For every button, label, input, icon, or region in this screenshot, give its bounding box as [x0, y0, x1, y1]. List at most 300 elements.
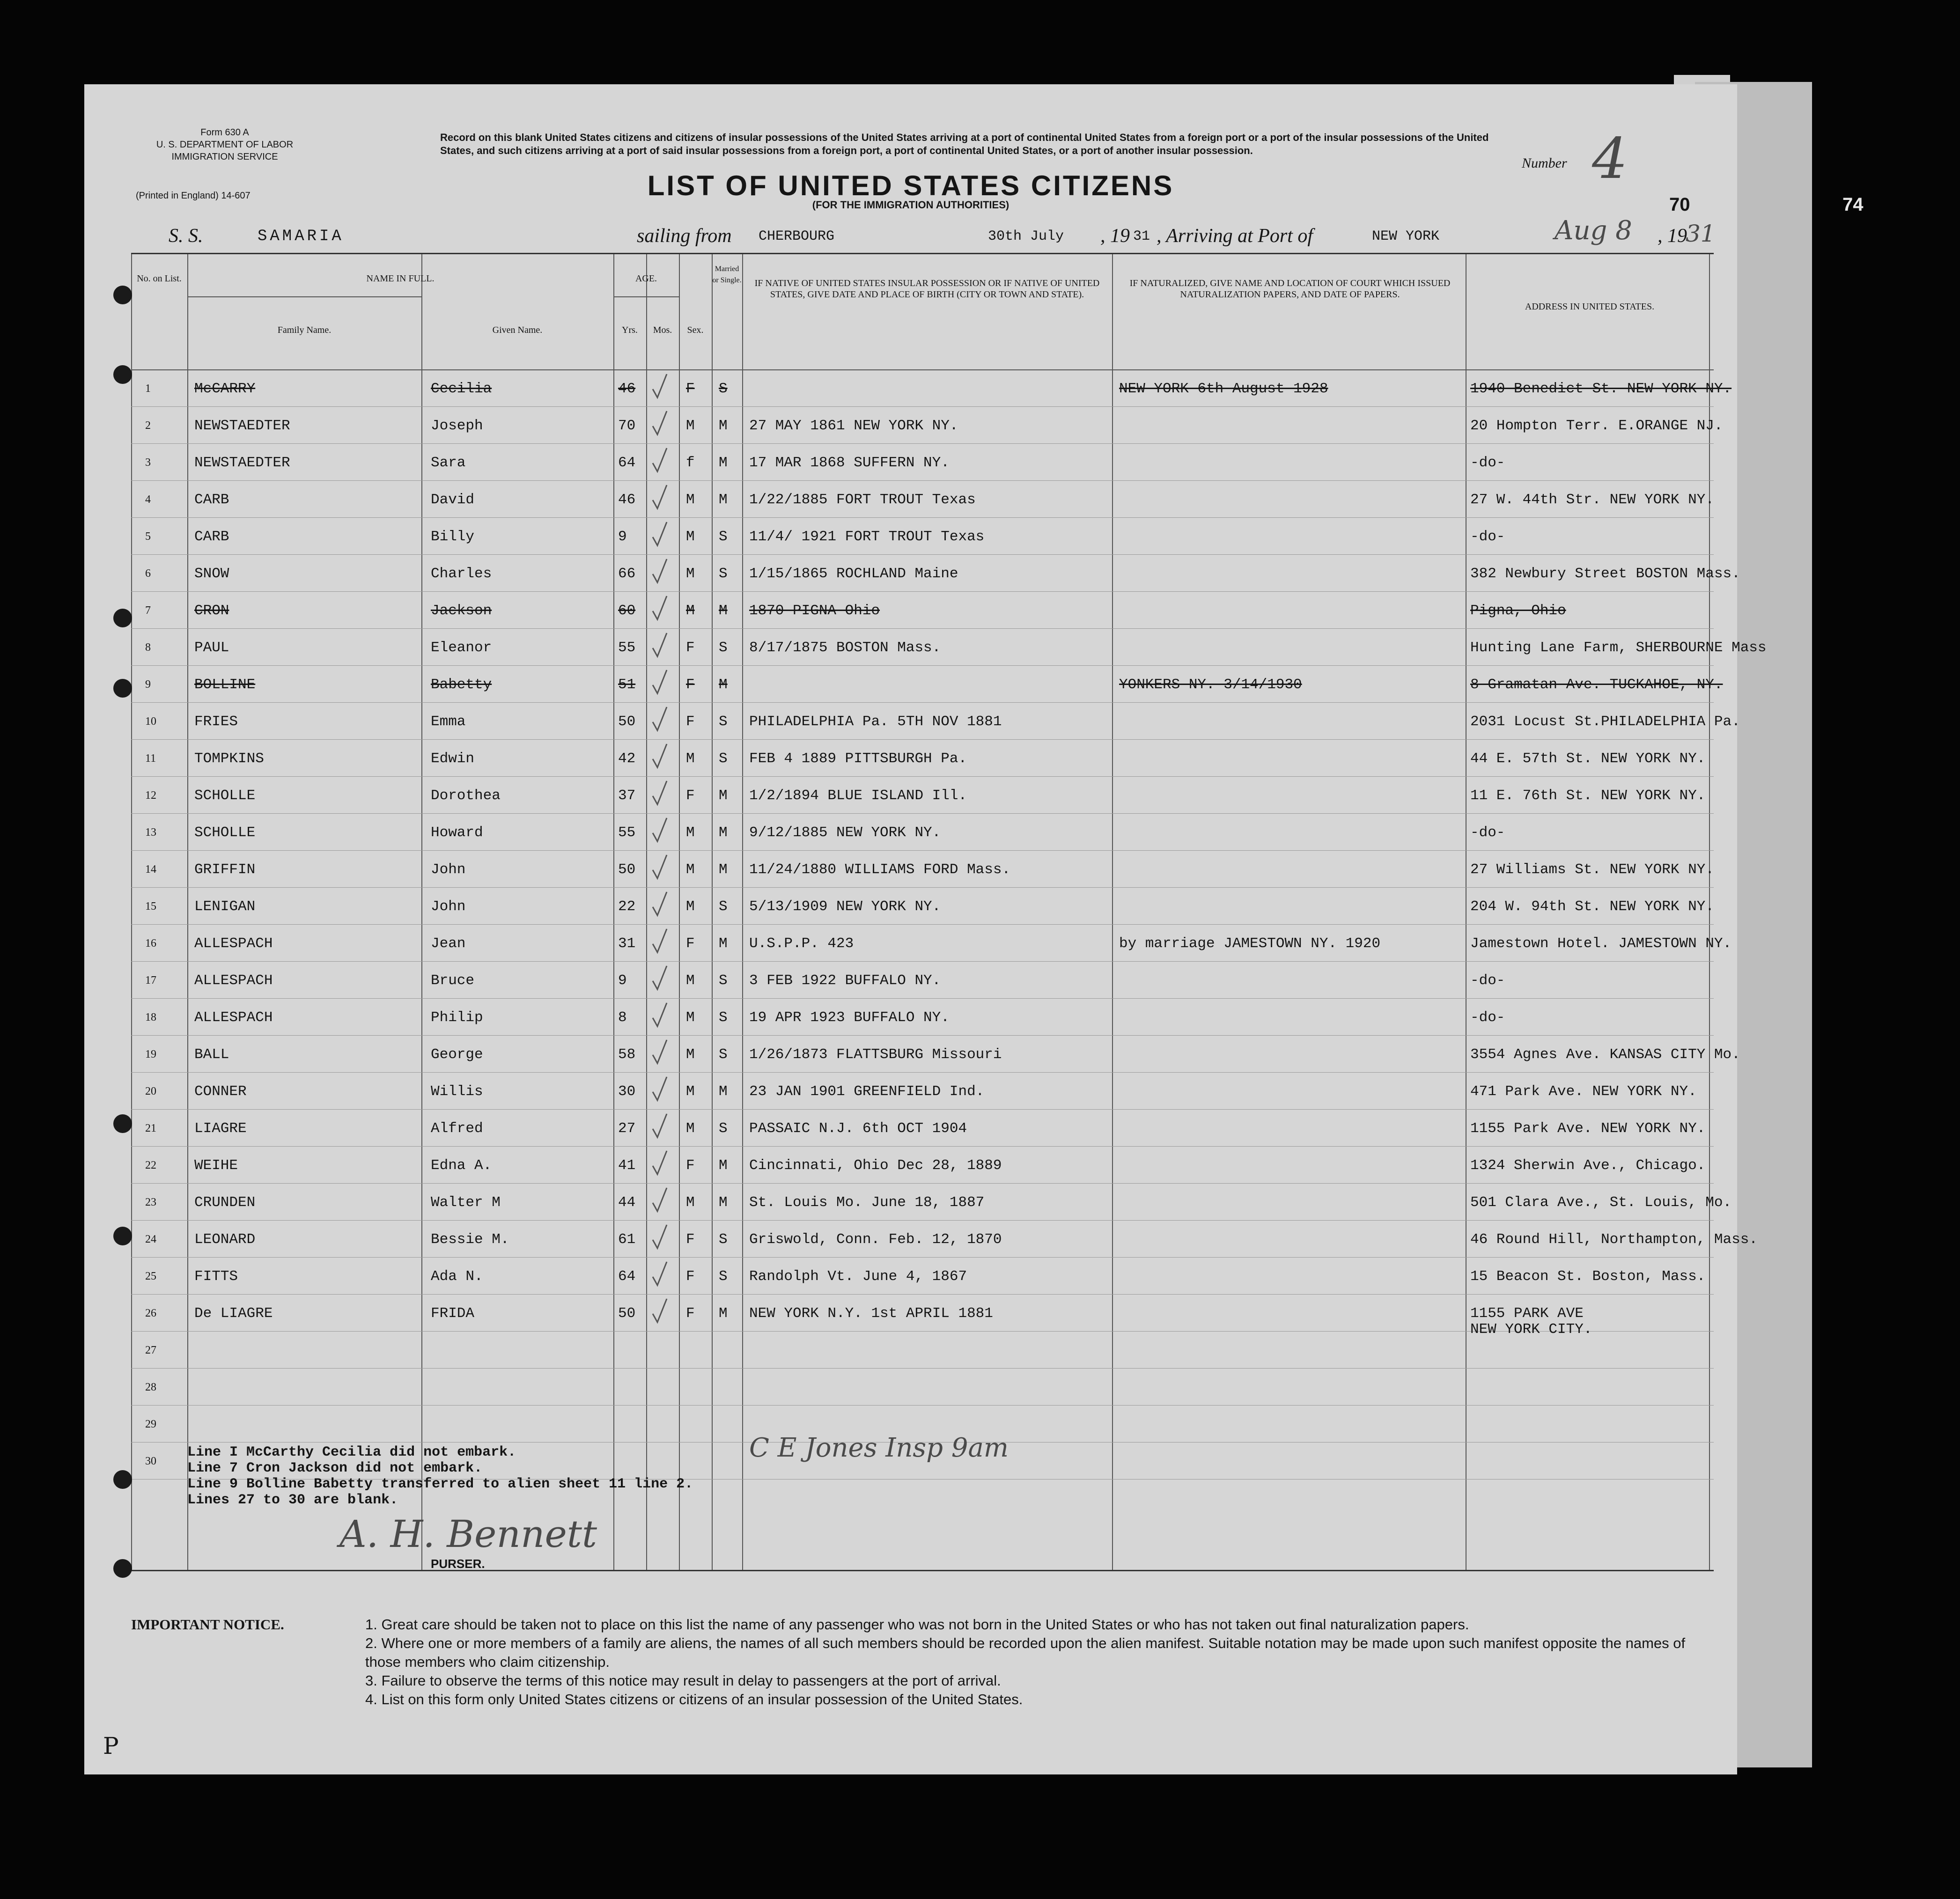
- cell-sex: M: [686, 1083, 695, 1100]
- cell-sex: M: [686, 1120, 695, 1137]
- cell-sex: F: [686, 1157, 695, 1174]
- table-row: [131, 1146, 1714, 1184]
- cell-birth: Randolph Vt. June 4, 1867: [749, 1268, 967, 1285]
- table-row: [131, 406, 1723, 444]
- header-yrs: Yrs.: [622, 325, 638, 335]
- cell-sex: M: [686, 1046, 695, 1063]
- cell-addr: 27 W. 44th Str. NEW YORK NY.: [1470, 492, 1714, 508]
- cell-no: 9: [145, 678, 151, 691]
- notice-item: 2. Where one or more members of a family are aliens, the names of all such members should be recorded upon the alien manifest. Suitable notation may be made upon such manifest opposite the names of those members who claim citizenship.: [365, 1635, 1686, 1670]
- cell-no: 3: [145, 456, 151, 469]
- table-row: [131, 924, 1732, 962]
- binder-hole: [113, 1559, 132, 1578]
- note-line: Line 7 Cron Jackson did not embark.: [187, 1460, 483, 1476]
- cell-addr: -do-: [1470, 972, 1505, 989]
- arrival-year-prefix: , 19: [1658, 225, 1687, 247]
- inspection-checkmark: [651, 372, 668, 400]
- cell-family: NEWSTAEDTER: [194, 455, 290, 471]
- cell-sex: M: [686, 1009, 695, 1026]
- cell-family: WEIHE: [194, 1157, 238, 1174]
- cell-family: BOLLINE: [194, 677, 256, 693]
- inspection-checkmark: [651, 816, 668, 844]
- cell-ms: M: [719, 418, 728, 434]
- cell-birth: 3 FEB 1922 BUFFALO NY.: [749, 972, 941, 989]
- ship-name: SAMARIA: [258, 228, 344, 245]
- printed-note: (Printed in England) 14-607: [136, 191, 251, 201]
- cell-ms: S: [719, 898, 728, 915]
- cell-ms: S: [719, 1009, 728, 1026]
- cell-family: PAUL: [194, 640, 229, 656]
- binder-hole: [113, 365, 132, 384]
- cell-addr: 11 E. 76th St. NEW YORK NY.: [1470, 788, 1706, 804]
- cell-no: 29: [145, 1418, 156, 1430]
- cell-birth: 19 APR 1923 BUFFALO NY.: [749, 1009, 950, 1026]
- number-label: Number: [1522, 155, 1567, 171]
- cell-addr: -do-: [1470, 824, 1505, 841]
- cell-given: Cecilia: [431, 381, 492, 397]
- header-naturalized: IF NATURALIZED, GIVE NAME AND LOCATION OF COURT WHICH ISSUED NATURALIZATION PAPERS, AND DATE OF PAPERS.: [1129, 278, 1451, 300]
- cell-yrs: 58: [618, 1046, 636, 1063]
- binder-hole: [113, 1470, 132, 1489]
- ss-label: S. S.: [169, 225, 203, 247]
- header-birth: IF NATIVE OF UNITED STATES INSULAR POSSESSION OR IF NATIVE OF UNITED STATES, GIVE DATE AND PLACE OF BIRTH (CITY OR TOWN AND STATE).: [754, 278, 1100, 300]
- cell-yrs: 50: [618, 1305, 636, 1322]
- cell-sex: F: [686, 1268, 695, 1285]
- cell-no: 27: [145, 1344, 156, 1356]
- cell-yrs: 9: [618, 972, 627, 989]
- cell-sex: F: [686, 640, 695, 656]
- inspection-checkmark: [651, 1297, 668, 1325]
- cell-yrs: 30: [618, 1083, 636, 1100]
- table-row: [131, 961, 1714, 999]
- header-married: Married or Single.: [712, 265, 742, 284]
- cell-no: 13: [145, 826, 156, 839]
- cell-birth: Griswold, Conn. Feb. 12, 1870: [749, 1231, 1002, 1248]
- cell-ms: M: [719, 824, 728, 841]
- cell-sex: M: [686, 566, 695, 582]
- table-row: [131, 850, 1714, 888]
- cell-addr: 1155 PARK AVE: [1470, 1305, 1584, 1322]
- cell-birth: Cincinnati, Ohio Dec 28, 1889: [749, 1157, 1002, 1174]
- cell-birth: NEW YORK N.Y. 1st APRIL 1881: [749, 1305, 993, 1322]
- table-row: [131, 1035, 1740, 1073]
- cell-sex: F: [686, 714, 695, 730]
- cell-family: CARB: [194, 529, 229, 545]
- table-row: [131, 1368, 1714, 1406]
- cell-sex: M: [686, 1194, 695, 1211]
- cell-family: GRIFFIN: [194, 861, 256, 878]
- notice-item: 3. Failure to observe the terms of this notice may result in delay to passengers at the port of arrival.: [365, 1672, 1001, 1689]
- service-name: IMMIGRATION SERVICE: [171, 152, 278, 162]
- inspection-checkmark: [651, 594, 668, 622]
- margin-mark: P: [103, 1732, 119, 1759]
- cell-birth: 8/17/1875 BOSTON Mass.: [749, 640, 941, 656]
- cell-birth: U.S.P.P. 423: [749, 935, 854, 952]
- cell-family: FITTS: [194, 1268, 238, 1285]
- cell-given: Billy: [431, 529, 475, 545]
- cell-sex: f: [686, 455, 695, 471]
- cell-ms: M: [719, 788, 728, 804]
- arriving-label: , Arriving at Port of: [1157, 225, 1313, 247]
- header-sex: Sex.: [687, 325, 704, 335]
- notice-label: IMPORTANT NOTICE.: [131, 1616, 284, 1633]
- inspection-checkmark: [651, 483, 668, 511]
- cell-family: SCHOLLE: [194, 788, 256, 804]
- cell-addr: 20 Hompton Terr. E.ORANGE NJ.: [1470, 418, 1723, 434]
- inspection-checkmark: [651, 1186, 668, 1214]
- inspection-checkmark: [651, 1075, 668, 1103]
- port-to: NEW YORK: [1372, 228, 1440, 244]
- cell-sex: M: [686, 603, 695, 619]
- cell-sex: M: [686, 898, 695, 915]
- table-row: [131, 628, 1767, 666]
- table-row: [131, 591, 1714, 629]
- header-name: NAME IN FULL.: [366, 273, 435, 284]
- cell-no: 26: [145, 1307, 156, 1319]
- cell-family: TOMPKINS: [194, 751, 264, 767]
- binder-hole: [113, 679, 132, 698]
- inspection-checkmark: [651, 890, 668, 918]
- cell-family: BALL: [194, 1046, 229, 1063]
- cell-no: 7: [145, 604, 151, 617]
- page-number-right: 74: [1842, 194, 1864, 215]
- cell-addr: Hunting Lane Farm, SHERBOURNE Mass: [1470, 640, 1767, 656]
- table-row: [131, 1183, 1732, 1221]
- cell-sex: M: [686, 972, 695, 989]
- cell-sex: M: [686, 861, 695, 878]
- cell-addr-extra: NEW YORK CITY.: [1470, 1321, 1592, 1338]
- cell-no: 11: [145, 752, 156, 765]
- cell-given: Babetty: [431, 677, 492, 693]
- inspection-checkmark: [651, 1001, 668, 1029]
- cell-yrs: 42: [618, 751, 636, 767]
- header-address: ADDRESS IN UNITED STATES.: [1525, 302, 1655, 312]
- cell-no: 18: [145, 1011, 156, 1023]
- cell-birth: 1870 PIGNA Ohio: [749, 603, 880, 619]
- cell-ms: S: [719, 1120, 728, 1137]
- cell-no: 1: [145, 383, 151, 395]
- cell-given: Philip: [431, 1009, 483, 1026]
- cell-no: 22: [145, 1159, 156, 1171]
- cell-yrs: 55: [618, 640, 636, 656]
- inspection-checkmark: [651, 779, 668, 807]
- inspection-checkmark: [651, 1260, 668, 1288]
- cell-addr: 1155 Park Ave. NEW YORK NY.: [1470, 1120, 1706, 1137]
- cell-given: Howard: [431, 824, 483, 841]
- cell-addr: 44 E. 57th St. NEW YORK NY.: [1470, 751, 1706, 767]
- cell-yrs: 37: [618, 788, 636, 804]
- table-row: [131, 813, 1714, 851]
- cell-sex: M: [686, 418, 695, 434]
- cell-yrs: 50: [618, 861, 636, 878]
- cell-family: SNOW: [194, 566, 229, 582]
- cell-given: Bruce: [431, 972, 475, 989]
- table-row: [131, 998, 1714, 1036]
- cell-birth: 23 JAN 1901 GREENFIELD Ind.: [749, 1083, 985, 1100]
- cell-ms: M: [719, 492, 728, 508]
- cell-addr: -do-: [1470, 455, 1505, 471]
- table-row: [131, 443, 1714, 481]
- table-row: [131, 1109, 1714, 1147]
- table-row: [131, 739, 1714, 777]
- cell-given: Dorothea: [431, 788, 501, 804]
- header-given: Given Name.: [492, 325, 543, 335]
- cell-yrs: 27: [618, 1120, 636, 1137]
- cell-given: Bessie M.: [431, 1231, 509, 1248]
- cell-family: SCHOLLE: [194, 824, 256, 841]
- cell-given: Alfred: [431, 1120, 483, 1137]
- cell-nat: NEW YORK 6th August 1928: [1119, 381, 1328, 397]
- cell-birth: 11/4/ 1921 FORT TROUT Texas: [749, 529, 985, 545]
- cell-nat: by marriage JAMESTOWN NY. 1920: [1119, 935, 1381, 952]
- cell-sex: F: [686, 788, 695, 804]
- inspector-handwritten-note: C E Jones Insp 9am: [749, 1433, 1009, 1463]
- cell-no: 23: [145, 1196, 156, 1208]
- table-row: [131, 480, 1714, 518]
- cell-family: ALLESPACH: [194, 935, 273, 952]
- cell-birth: PHILADELPHIA Pa. 5TH NOV 1881: [749, 714, 1002, 730]
- inspection-checkmark: [651, 557, 668, 585]
- cell-ms: S: [719, 640, 728, 656]
- cell-given: Jean: [431, 935, 466, 952]
- inspection-checkmark: [651, 520, 668, 548]
- cell-ms: M: [719, 1194, 728, 1211]
- notice-item: 4. List on this form only United States citizens or citizens of an insular possession of the United States.: [365, 1691, 1023, 1708]
- table-row: [131, 517, 1714, 555]
- voyage-line: [169, 215, 1716, 253]
- header-mos: Mos.: [653, 325, 672, 335]
- record-instructions: Record on this blank United States citizens and citizens of insular possessions of the United States arriving at a port of continental United States from a foreign port or a port of the insular possessions of the United States, and such citizens arriving at a port of said insular possessions from a foreign port, a port of continental United States, or a port of another insular possession.: [440, 132, 1489, 156]
- cell-birth: 17 MAR 1868 SUFFERN NY.: [749, 455, 950, 471]
- binder-hole: [113, 286, 132, 304]
- cell-birth: FEB 4 1889 PITTSBURGH Pa.: [749, 751, 967, 767]
- cell-yrs: 66: [618, 566, 636, 582]
- binder-hole: [113, 1227, 132, 1245]
- cell-no: 21: [145, 1122, 156, 1134]
- cell-addr: Jamestown Hotel. JAMESTOWN NY.: [1470, 935, 1732, 952]
- notice-items: [365, 1615, 1714, 1709]
- cell-given: Walter M: [431, 1194, 501, 1211]
- cell-given: Edwin: [431, 751, 475, 767]
- cell-ms: S: [719, 972, 728, 989]
- cell-family: CONNER: [194, 1083, 247, 1100]
- cell-given: Charles: [431, 566, 492, 582]
- cell-given: Eleanor: [431, 640, 492, 656]
- page-title: LIST OF UNITED STATES CITIZENS: [647, 170, 1174, 201]
- cell-addr: 204 W. 94th St. NEW YORK NY.: [1470, 898, 1714, 915]
- cell-ms: S: [719, 751, 728, 767]
- cell-given: David: [431, 492, 475, 508]
- cell-no: 15: [145, 900, 156, 913]
- note-line: Line 9 Bolline Babetty transferred to alien sheet 11 line 2.: [187, 1476, 693, 1492]
- cell-addr: 15 Beacon St. Boston, Mass.: [1470, 1268, 1706, 1285]
- cell-no: 25: [145, 1270, 156, 1282]
- cell-sex: F: [686, 677, 695, 693]
- cell-no: 2: [145, 420, 151, 432]
- cell-family: CARB: [194, 492, 229, 508]
- cell-family: CRON: [194, 603, 229, 619]
- cell-given: Joseph: [431, 418, 483, 434]
- inspection-checkmark: [651, 1112, 668, 1140]
- cell-family: NEWSTAEDTER: [194, 418, 290, 434]
- header-family: Family Name.: [277, 325, 332, 335]
- form-number: Form 630 A: [200, 127, 249, 138]
- sheet-number: 4: [1592, 126, 1628, 191]
- inspection-checkmark: [651, 446, 668, 474]
- inspection-checkmark: [651, 705, 668, 733]
- cell-birth: 27 MAY 1861 NEW YORK NY.: [749, 418, 958, 434]
- cell-no: 12: [145, 789, 156, 802]
- table-row: [131, 1220, 1758, 1258]
- cell-yrs: 60: [618, 603, 636, 619]
- cell-ms: M: [719, 603, 728, 619]
- table-row: [131, 554, 1740, 592]
- cell-no: 20: [145, 1085, 156, 1097]
- cell-birth: 1/15/1865 ROCHLAND Maine: [749, 566, 958, 582]
- cell-family: De LIAGRE: [194, 1305, 273, 1322]
- cell-ms: S: [719, 1231, 728, 1248]
- cell-given: Emma: [431, 714, 466, 730]
- cell-ms: M: [719, 1157, 728, 1174]
- sailing-label: sailing from: [637, 225, 732, 247]
- inspection-checkmark: [651, 1038, 668, 1066]
- inspection-checkmark: [651, 1223, 668, 1251]
- year-prefix: , 19: [1100, 225, 1130, 247]
- cell-addr: 27 Williams St. NEW YORK NY.: [1470, 861, 1714, 878]
- cell-given: Ada N.: [431, 1268, 483, 1285]
- inspection-checkmark: [651, 742, 668, 770]
- cell-sex: M: [686, 751, 695, 767]
- cell-given: Edna A.: [431, 1157, 492, 1174]
- page-subtitle: (FOR THE IMMIGRATION AUTHORITIES): [812, 199, 1009, 211]
- form-identifier: [150, 126, 300, 163]
- purser-label: PURSER.: [431, 1557, 485, 1571]
- cell-given: Sara: [431, 455, 466, 471]
- cell-no: 5: [145, 530, 151, 543]
- cell-ms: S: [719, 1268, 728, 1285]
- cell-family: McCARRY: [194, 381, 256, 397]
- cell-addr: 3554 Agnes Ave. KANSAS CITY Mo.: [1470, 1046, 1740, 1063]
- cell-family: ALLESPACH: [194, 972, 273, 989]
- inspection-checkmark: [651, 631, 668, 659]
- cell-no: 6: [145, 567, 151, 580]
- cell-addr: 501 Clara Ave., St. Louis, Mo.: [1470, 1194, 1732, 1211]
- header-age: AGE.: [635, 273, 657, 284]
- cell-addr: 1940 Benedict St. NEW YORK NY.: [1470, 381, 1732, 397]
- inspection-checkmark: [651, 1149, 668, 1177]
- cell-no: 28: [145, 1381, 156, 1393]
- passenger-table: [131, 253, 1767, 1571]
- cell-given: John: [431, 861, 466, 878]
- purser-signature: A. H. Bennett: [339, 1512, 597, 1556]
- cell-yrs: 41: [618, 1157, 636, 1174]
- manifest-page: [84, 84, 1767, 1774]
- cell-birth: PASSAIC N.J. 6th OCT 1904: [749, 1120, 967, 1137]
- inspection-checkmark: [651, 964, 668, 992]
- cell-birth: 11/24/1880 WILLIAMS FORD Mass.: [749, 861, 1011, 878]
- cell-sex: F: [686, 381, 695, 397]
- inspection-checkmark: [651, 668, 668, 696]
- departure-date: 30th July: [988, 228, 1064, 244]
- cell-yrs: 64: [618, 1268, 636, 1285]
- cell-yrs: 31: [618, 935, 636, 952]
- cell-given: Willis: [431, 1083, 483, 1100]
- cell-yrs: 8: [618, 1009, 627, 1026]
- cell-yrs: 55: [618, 824, 636, 841]
- cell-nat: YONKERS NY. 3/14/1930: [1119, 677, 1302, 693]
- cell-ms: S: [719, 566, 728, 582]
- cell-birth: 1/2/1894 BLUE ISLAND Ill.: [749, 788, 967, 804]
- cell-sex: M: [686, 492, 695, 508]
- cell-ms: M: [719, 1305, 728, 1322]
- inspection-checkmark: [651, 853, 668, 881]
- cell-ms: M: [719, 455, 728, 471]
- cell-family: ALLESPACH: [194, 1009, 273, 1026]
- table-row: [131, 1257, 1714, 1295]
- cell-birth: 1/22/1885 FORT TROUT Texas: [749, 492, 976, 508]
- cell-no: 17: [145, 974, 156, 986]
- cell-given: Jackson: [431, 603, 492, 619]
- arrival-year: 31: [1686, 220, 1716, 247]
- cell-ms: M: [719, 861, 728, 878]
- cell-ms: S: [719, 529, 728, 545]
- cell-birth: 1/26/1873 FLATTSBURG Missouri: [749, 1046, 1002, 1063]
- table-row: [131, 665, 1723, 703]
- cell-sex: M: [686, 529, 695, 545]
- cell-yrs: 46: [618, 492, 636, 508]
- cell-sex: F: [686, 1231, 695, 1248]
- departure-year: 31: [1133, 228, 1150, 244]
- cell-sex: F: [686, 1305, 695, 1322]
- cell-yrs: 50: [618, 714, 636, 730]
- cell-no: 24: [145, 1233, 156, 1245]
- table-row: [131, 1331, 1714, 1369]
- arrival-date: Aug 8: [1555, 215, 1632, 246]
- cell-yrs: 64: [618, 455, 636, 471]
- page-number: 70: [1669, 194, 1690, 215]
- cell-ms: M: [719, 1083, 728, 1100]
- cell-addr: 471 Park Ave. NEW YORK NY.: [1470, 1083, 1697, 1100]
- cell-ms: S: [719, 714, 728, 730]
- port-from: CHERBOURG: [759, 228, 835, 244]
- cell-birth: 9/12/1885 NEW YORK NY.: [749, 824, 941, 841]
- embark-notes: [187, 1444, 693, 1508]
- cell-birth: St. Louis Mo. June 18, 1887: [749, 1194, 985, 1211]
- inspection-checkmark: [651, 927, 668, 955]
- cell-given: George: [431, 1046, 483, 1063]
- cell-ms: M: [719, 677, 728, 693]
- table-row: [131, 1294, 1714, 1338]
- cell-no: 14: [145, 863, 156, 876]
- cell-no: 8: [145, 641, 151, 654]
- cell-addr: 2031 Locust St.PHILADELPHIA Pa.: [1470, 714, 1740, 730]
- table-row: [131, 369, 1732, 407]
- cell-yrs: 44: [618, 1194, 636, 1211]
- cell-addr: -do-: [1470, 529, 1505, 545]
- cell-ms: S: [719, 381, 728, 397]
- cell-sex: M: [686, 824, 695, 841]
- cell-yrs: 46: [618, 381, 636, 397]
- cell-family: FRIES: [194, 714, 238, 730]
- note-line: Line I McCarthy Cecilia did not embark.: [187, 1444, 516, 1460]
- inspection-checkmark: [651, 409, 668, 437]
- cell-yrs: 22: [618, 898, 636, 915]
- cell-yrs: 51: [618, 677, 636, 693]
- cell-yrs: 70: [618, 418, 636, 434]
- cell-no: 30: [145, 1455, 156, 1467]
- table-row: [131, 776, 1714, 814]
- table-row: [131, 702, 1740, 740]
